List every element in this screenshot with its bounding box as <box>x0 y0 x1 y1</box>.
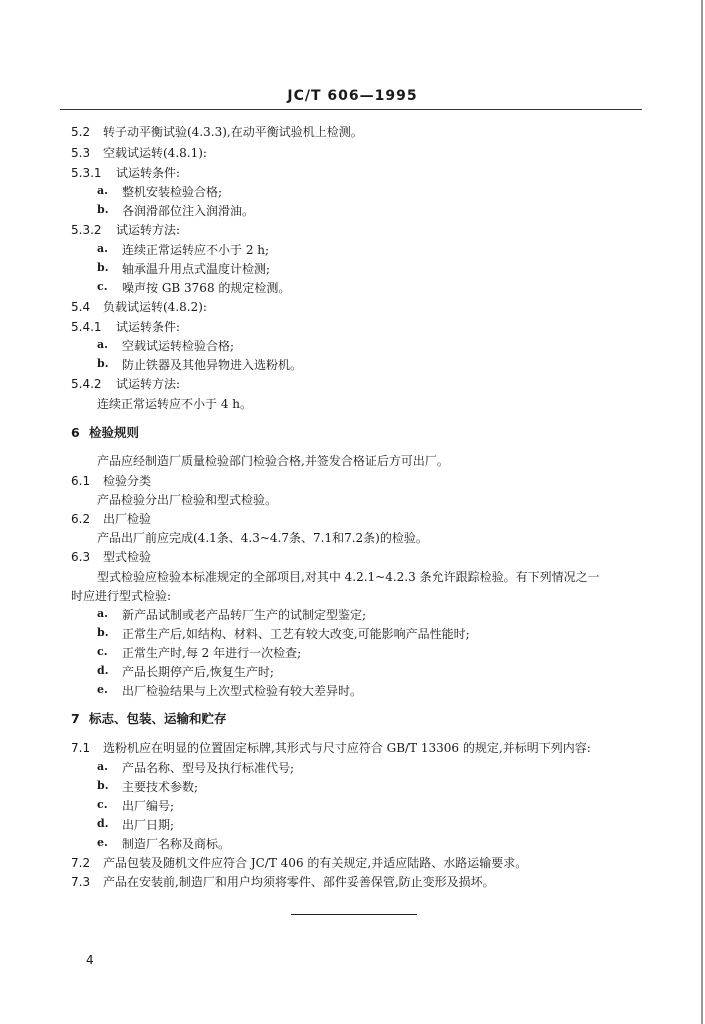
list-letter: d. <box>97 664 109 677</box>
clause-6-1 <box>71 473 151 489</box>
list-item: 轴承温升用点式温度计检测; <box>122 262 271 276</box>
clause-body: 型式检验应检验本标准规定的全部项目,对其中 4.2.1~4.2.3 条允许跟踪检验。有下列情况之一 <box>97 570 600 584</box>
list-letter: b. <box>97 357 109 370</box>
list-letter: d. <box>97 817 109 830</box>
list-item: 产品名称、型号及执行标准代号; <box>122 761 295 775</box>
list-letter: b. <box>97 203 109 216</box>
scan-edge <box>701 0 703 1024</box>
clause-text: 空载试运转(4.8.1): <box>103 146 207 160</box>
clause-text: 产品在安装前,制造厂和用户均须将零件、部件妥善保管,防止变形及损坏。 <box>103 875 495 889</box>
list-letter: a. <box>97 760 108 773</box>
clause-body: 时应进行型式检验: <box>71 589 172 603</box>
clause-5-4-1 <box>71 319 180 335</box>
clause-text: 产品包装及随机文件应符合 JC/T 406 的有关规定,并适应陆路、水路运输要求。 <box>103 856 528 870</box>
list-letter: c. <box>97 798 108 811</box>
clause-number: 6.1 <box>71 474 91 488</box>
header-rule <box>60 109 642 110</box>
list-item: 噪声按 GB 3768 的规定检测。 <box>122 281 291 295</box>
clause-7-3 <box>71 874 495 890</box>
clause-body: 产品检验分出厂检验和型式检验。 <box>97 493 278 507</box>
list-letter: b. <box>97 626 109 639</box>
section-number: 6 <box>71 425 80 440</box>
clause-text: 试运转方法: <box>116 223 181 237</box>
list-letter: a. <box>97 184 108 197</box>
list-letter: c. <box>97 645 108 658</box>
list-item: 连续正常运转应不小于 2 h; <box>122 243 270 257</box>
clause-number: 7.2 <box>71 856 91 870</box>
list-item: 出厂日期; <box>122 818 175 832</box>
section-title: 检验规则 <box>89 425 140 440</box>
clause-number: 6.2 <box>71 512 91 526</box>
clause-5-4-2 <box>71 376 180 392</box>
section-number: 7 <box>71 711 80 726</box>
list-item: 正常生产时,每 2 年进行一次检查; <box>122 646 302 660</box>
section-title: 标志、包装、运输和贮存 <box>89 711 227 726</box>
clause-number: 7.3 <box>71 875 91 889</box>
clause-text: 型式检验 <box>103 550 152 564</box>
clause-number: 5.2 <box>71 125 91 139</box>
clause-text: 出厂检验 <box>103 512 152 526</box>
clause-text: 试运转方法: <box>116 377 181 391</box>
clause-text: 选粉机应在明显的位置固定标牌,其形式与尺寸应符合 GB/T 13306 的规定,并标明下列内容: <box>103 741 591 755</box>
list-item: 整机安装检验合格; <box>122 185 223 199</box>
clause-5-3-1 <box>71 165 180 181</box>
list-letter: e. <box>97 683 108 696</box>
clause-text: 试运转条件: <box>116 320 181 334</box>
clause-7-2 <box>71 855 527 871</box>
page-number: 4 <box>86 953 94 967</box>
list-letter: a. <box>97 242 108 255</box>
list-letter: a. <box>97 607 108 620</box>
section-body: 产品应经制造厂质量检验部门检验合格,并签发合格证后方可出厂。 <box>97 454 449 468</box>
list-item: 防止铁器及其他异物进入选粉机。 <box>122 358 303 372</box>
clause-body: 连续正常运转应不小于 4 h。 <box>97 397 252 411</box>
clause-text: 试运转条件: <box>116 166 181 180</box>
list-item: 正常生产后,如结构、材料、工艺有较大改变,可能影响产品性能时; <box>122 627 470 641</box>
section-6-heading <box>71 425 139 441</box>
list-item: 主要技术参数; <box>122 780 199 794</box>
clause-number: 5.4 <box>71 300 91 314</box>
clause-body: 产品出厂前应完成(4.1条、4.3~4.7条、7.1和7.2条)的检验。 <box>97 531 428 545</box>
clause-number: 6.3 <box>71 550 91 564</box>
list-item: 各润滑部位注入润滑油。 <box>122 204 255 218</box>
clause-number: 5.4.1 <box>71 320 102 334</box>
clause-number: 7.1 <box>71 741 91 755</box>
clause-number: 5.4.2 <box>71 377 102 391</box>
list-item: 空载试运转检验合格; <box>122 339 235 353</box>
clause-5-2 <box>71 124 363 140</box>
list-letter: b. <box>97 261 109 274</box>
list-item: 新产品试制或老产品转厂生产的试制定型鉴定; <box>122 608 367 622</box>
list-letter: c. <box>97 280 108 293</box>
list-item: 产品长期停产后,恢复生产时; <box>122 665 274 679</box>
list-item: 出厂编号; <box>122 799 175 813</box>
clause-text: 检验分类 <box>103 474 152 488</box>
clause-5-3 <box>71 145 207 161</box>
clause-7-1 <box>71 740 591 756</box>
list-item: 出厂检验结果与上次型式检验有较大差异时。 <box>122 684 363 698</box>
clause-text: 转子动平衡试验(4.3.3),在动平衡试验机上检测。 <box>103 125 363 139</box>
list-letter: e. <box>97 836 108 849</box>
clause-5-3-2 <box>71 222 180 238</box>
clause-6-3 <box>71 549 151 565</box>
list-letter: a. <box>97 338 108 351</box>
clause-number: 5.3.2 <box>71 223 102 237</box>
standard-code-header: JC/T 606—1995 <box>287 88 418 104</box>
list-letter: b. <box>97 779 109 792</box>
clause-text: 负载试运转(4.8.2): <box>103 300 207 314</box>
clause-5-4 <box>71 299 207 315</box>
section-7-heading <box>71 711 227 727</box>
clause-6-2 <box>71 511 151 527</box>
clause-number: 5.3 <box>71 146 91 160</box>
list-item: 制造厂名称及商标。 <box>122 837 231 851</box>
end-of-document-rule <box>291 914 417 915</box>
clause-number: 5.3.1 <box>71 166 102 180</box>
